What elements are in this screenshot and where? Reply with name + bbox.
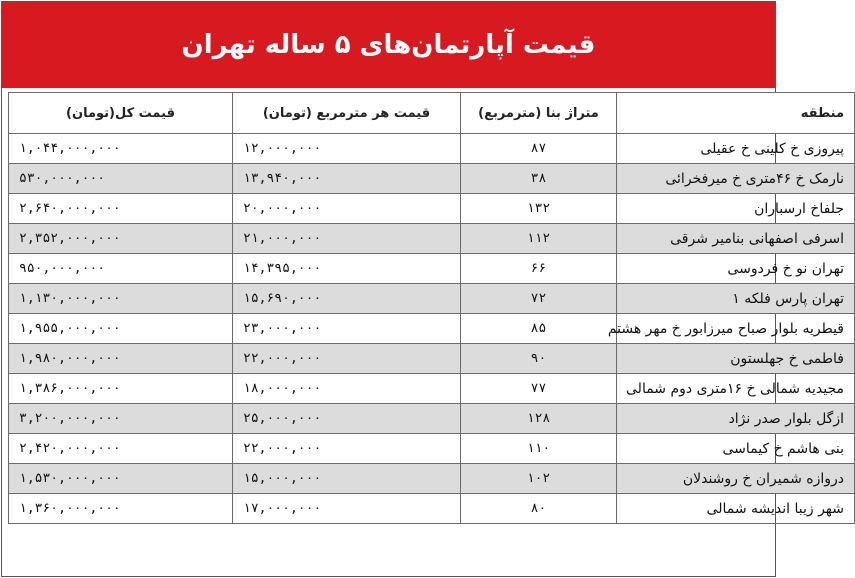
cell-total-price: ۱,۹۵۵,۰۰۰,۰۰۰: [9, 314, 233, 344]
cell-region: مجیدیه شمالی خ ۱۶متری دوم شمالی: [617, 374, 855, 404]
cell-total-price: ۱,۹۸۰,۰۰۰,۰۰۰: [9, 344, 233, 374]
table-row: [9, 494, 855, 524]
header-price-per-meter: قیمت هر مترمربع (تومان): [233, 93, 461, 134]
table-row: [9, 284, 855, 314]
cell-price-per-meter: ۲۳,۰۰۰,۰۰۰: [233, 314, 461, 344]
cell-region: ازگل بلوار صدر نژاد: [617, 404, 855, 434]
cell-price-per-meter: ۱۳,۹۴۰,۰۰۰: [233, 164, 461, 194]
cell-region: شهر زیبا اندیشه شمالی: [617, 494, 855, 524]
cell-region: اسرفی اصفهانی بنامیر شرقی: [617, 224, 855, 254]
table-row: [9, 464, 855, 494]
cell-region: قیطریه بلوار صباح میرزابور خ مهر هشتم: [617, 314, 855, 344]
title-banner: [2, 2, 775, 88]
cell-area: ۳۸: [461, 164, 617, 194]
table-row: [9, 164, 855, 194]
cell-price-per-meter: ۱۵,۶۹۰,۰۰۰: [233, 284, 461, 314]
cell-region: تهران نو خ فردوسی: [617, 254, 855, 284]
cell-area: ۱۲۸: [461, 404, 617, 434]
cell-total-price: ۲,۴۲۰,۰۰۰,۰۰۰: [9, 434, 233, 464]
cell-total-price: ۱,۳۶۰,۰۰۰,۰۰۰: [9, 494, 233, 524]
cell-area: ۷۲: [461, 284, 617, 314]
table-row: [9, 224, 855, 254]
cell-area: ۱۳۲: [461, 194, 617, 224]
cell-price-per-meter: ۲۲,۰۰۰,۰۰۰: [233, 434, 461, 464]
table-row: [9, 434, 855, 464]
header-area: متراژ بنا (مترمربع): [461, 93, 617, 134]
table-row: [9, 314, 855, 344]
cell-area: ۱۱۲: [461, 224, 617, 254]
cell-total-price: ۹۵۰,۰۰۰,۰۰۰: [9, 254, 233, 284]
table-body: [9, 134, 855, 524]
cell-total-price: ۱,۳۸۶,۰۰۰,۰۰۰: [9, 374, 233, 404]
header-total-price: قیمت کل(تومان): [9, 93, 233, 134]
cell-price-per-meter: ۲۵,۰۰۰,۰۰۰: [233, 404, 461, 434]
page-title: قیمت آپارتمان‌های ۵ ساله تهران: [181, 30, 596, 60]
cell-price-per-meter: ۲۰,۰۰۰,۰۰۰: [233, 194, 461, 224]
table-row: [9, 134, 855, 164]
cell-area: ۱۱۰: [461, 434, 617, 464]
cell-area: ۹۰: [461, 344, 617, 374]
cell-region: فاطمی خ جهلستون: [617, 344, 855, 374]
cell-total-price: ۱,۱۳۰,۰۰۰,۰۰۰: [9, 284, 233, 314]
cell-price-per-meter: ۱۵,۰۰۰,۰۰۰: [233, 464, 461, 494]
cell-price-per-meter: ۲۲,۰۰۰,۰۰۰: [233, 344, 461, 374]
cell-area: ۸۰: [461, 494, 617, 524]
cell-region: جلفاخ ارسباران: [617, 194, 855, 224]
cell-price-per-meter: ۱۲,۰۰۰,۰۰۰: [233, 134, 461, 164]
cell-total-price: ۵۳۰,۰۰۰,۰۰۰: [9, 164, 233, 194]
cell-region: بنی هاشم خ کیماسی: [617, 434, 855, 464]
cell-region: دروازه شمیران خ روشندلان: [617, 464, 855, 494]
cell-region: پیروزی خ کلینی خ عقیلی: [617, 134, 855, 164]
cell-area: ۷۷: [461, 374, 617, 404]
cell-total-price: ۲,۳۵۲,۰۰۰,۰۰۰: [9, 224, 233, 254]
apartment-price-table: [8, 92, 855, 524]
cell-price-per-meter: ۲۱,۰۰۰,۰۰۰: [233, 224, 461, 254]
table-row: [9, 254, 855, 284]
cell-total-price: ۲,۶۴۰,۰۰۰,۰۰۰: [9, 194, 233, 224]
cell-total-price: ۱,۰۴۴,۰۰۰,۰۰۰: [9, 134, 233, 164]
cell-area: ۸۷: [461, 134, 617, 164]
table-row: [9, 374, 855, 404]
table-header-row: [9, 93, 855, 134]
cell-region: تهران پارس فلکه ۱: [617, 284, 855, 314]
header-region: منطقه: [617, 93, 855, 134]
price-table-card: [1, 1, 844, 577]
cell-total-price: ۱,۵۳۰,۰۰۰,۰۰۰: [9, 464, 233, 494]
cell-area: ۶۶: [461, 254, 617, 284]
cell-area: ۱۰۲: [461, 464, 617, 494]
cell-total-price: ۳,۲۰۰,۰۰۰,۰۰۰: [9, 404, 233, 434]
cell-price-per-meter: ۱۴,۳۹۵,۰۰۰: [233, 254, 461, 284]
cell-price-per-meter: ۱۷,۰۰۰,۰۰۰: [233, 494, 461, 524]
table-row: [9, 194, 855, 224]
table-row: [9, 404, 855, 434]
cell-region: نارمک خ ۴۶متری خ میرفخرائی: [617, 164, 855, 194]
cell-area: ۸۵: [461, 314, 617, 344]
table-row: [9, 344, 855, 374]
cell-price-per-meter: ۱۸,۰۰۰,۰۰۰: [233, 374, 461, 404]
